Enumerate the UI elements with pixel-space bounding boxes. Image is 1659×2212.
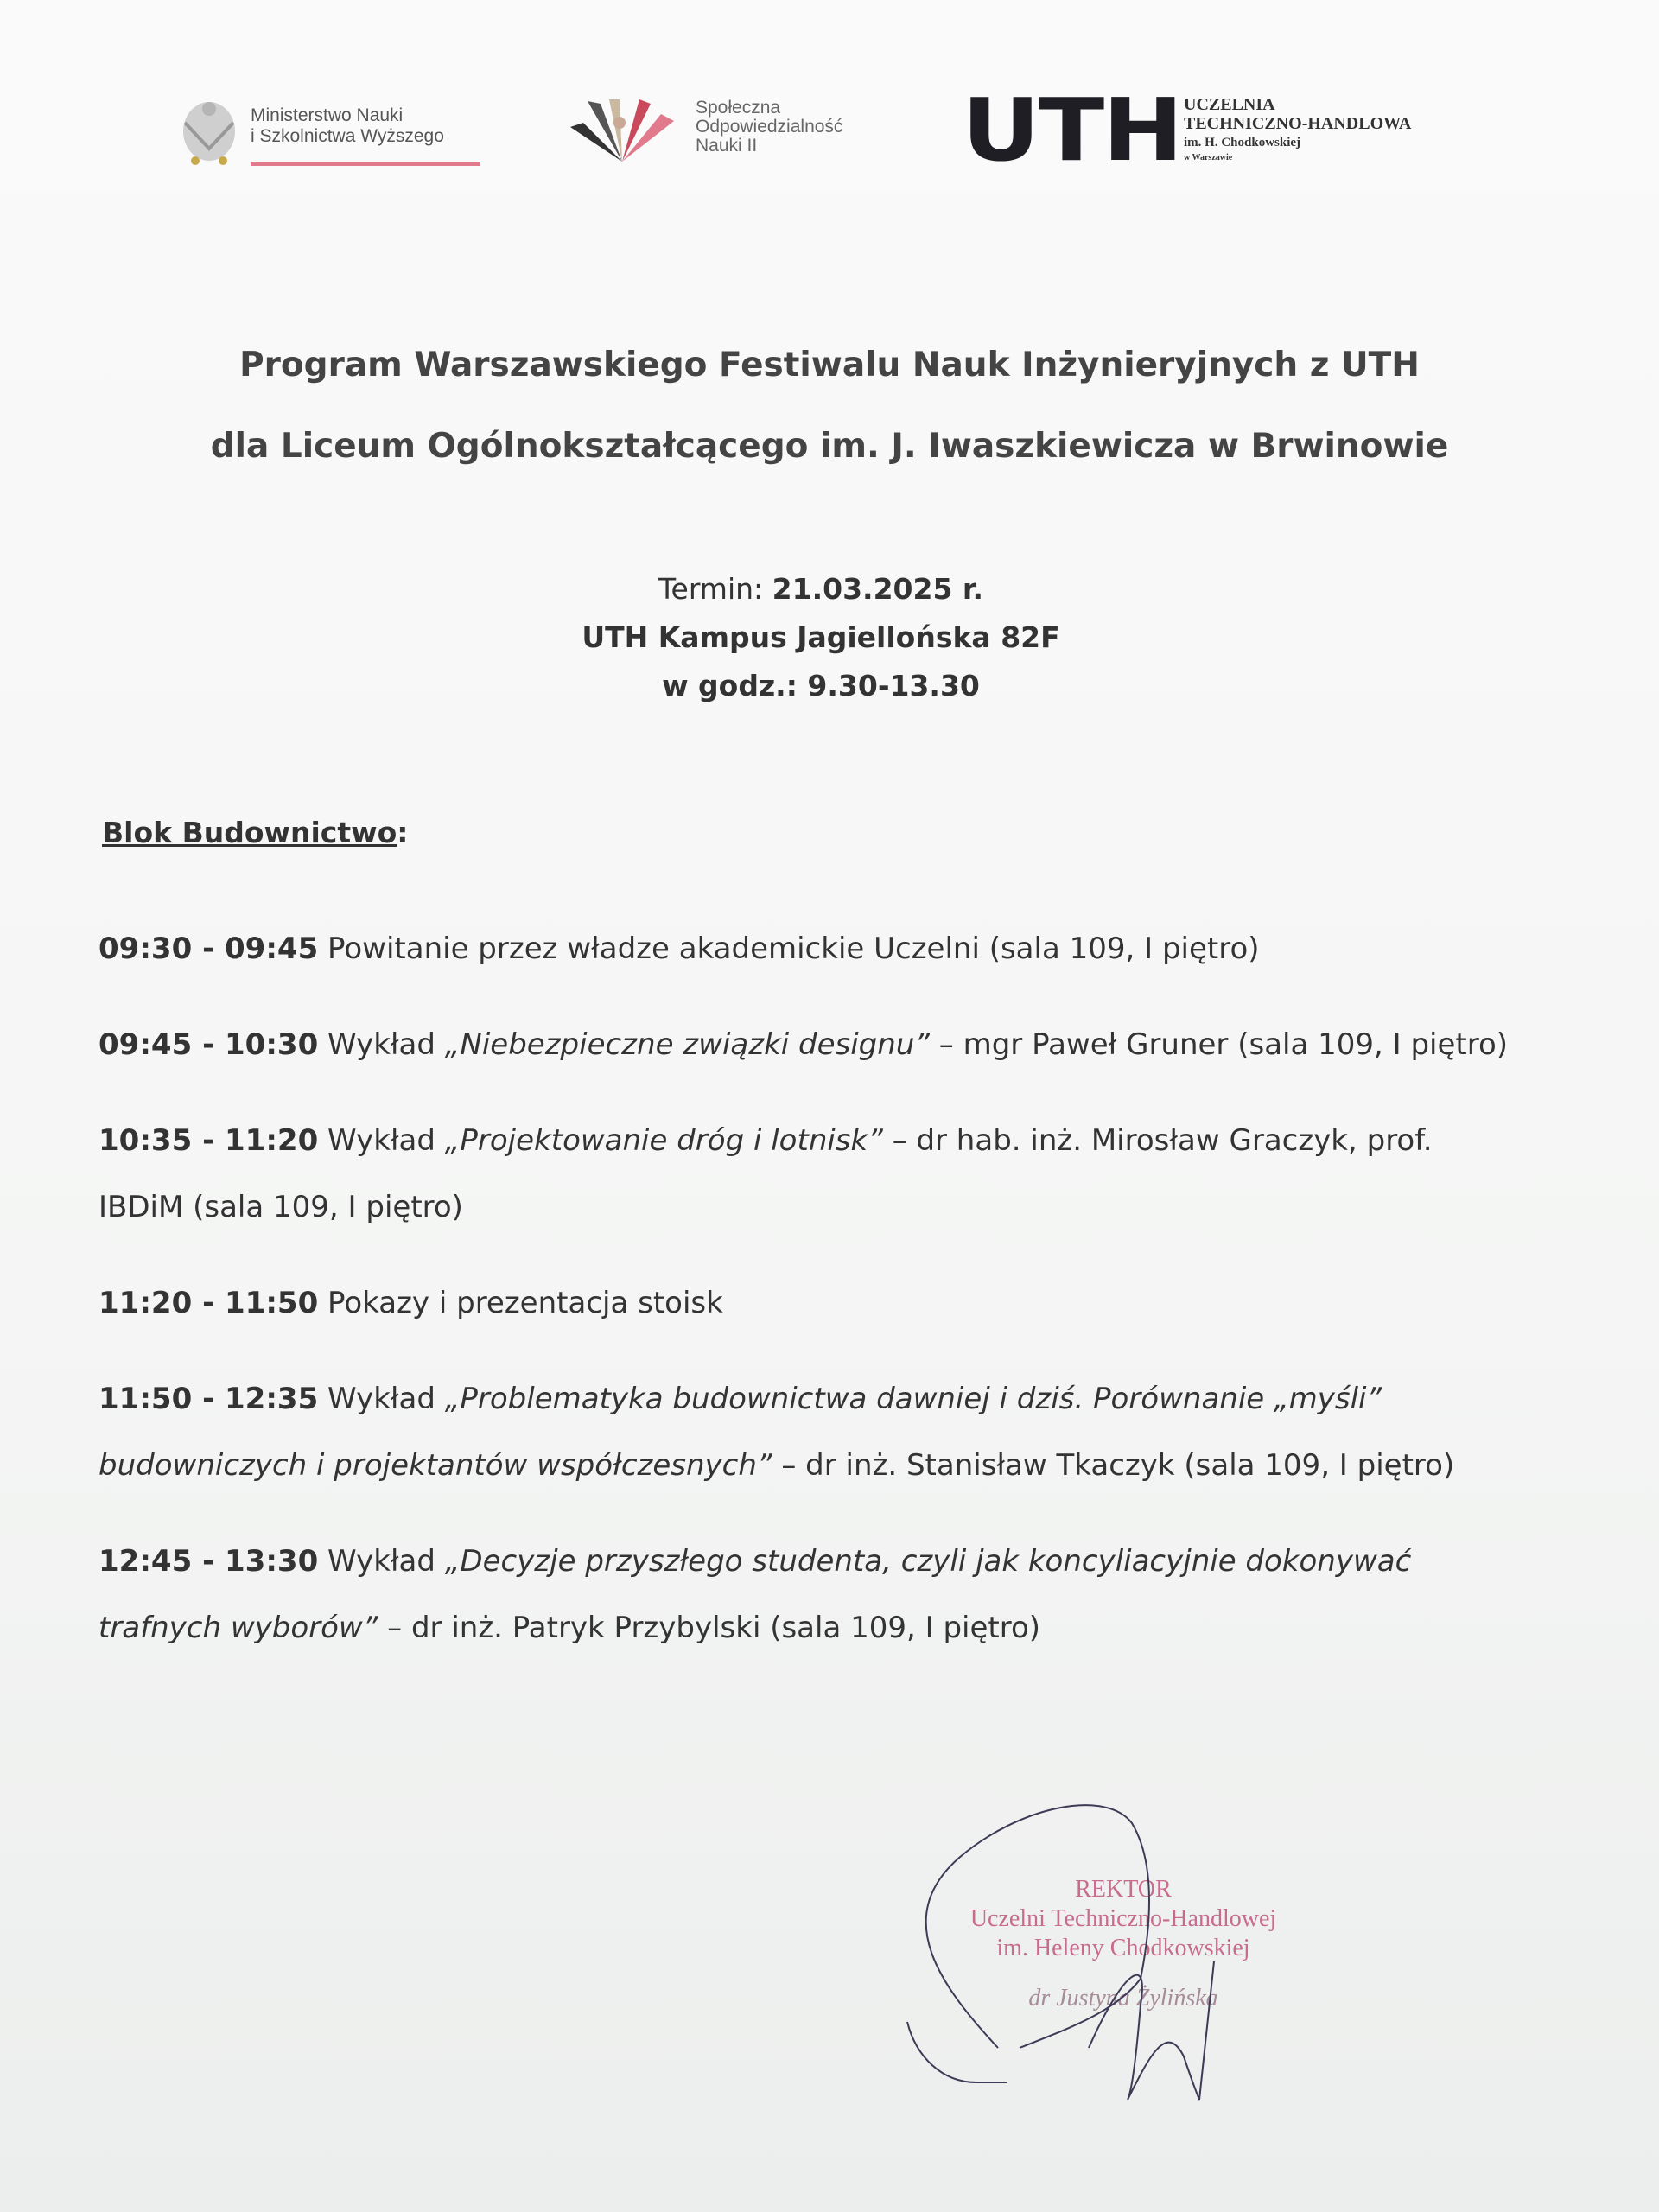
stamp-line2: Uczelni Techniczno-Handlowej <box>969 1905 1277 1932</box>
ministry-line1: Ministerstwo Nauki <box>251 105 404 125</box>
schedule-list <box>99 916 1516 1691</box>
item-prefix: Wykład <box>318 1027 445 1062</box>
uth-line3: im. H. Chodkowskiej <box>1184 136 1301 149</box>
date-value: 21.03.2025 r. <box>772 572 984 606</box>
schedule-item <box>99 1012 1516 1078</box>
item-title: „Problematyka budownictwa dawniej i dziś. Porównanie „myśli” budowniczych i projektantów współczesnych” <box>99 1382 1382 1483</box>
ministry-line2: i Szkolnictwa Wyższego <box>251 126 444 146</box>
program-line2: Odpowiedzialność <box>696 117 843 137</box>
item-suffix: – dr inż. Stanisław Tkaczyk (sala 109, I piętro) <box>772 1448 1455 1483</box>
item-text: Pokazy i prezentacja stoisk <box>318 1286 723 1320</box>
event-place: UTH Kampus Jagiellońska 82F <box>582 620 1060 654</box>
block-heading <box>102 816 409 849</box>
event-date <box>0 565 1642 613</box>
item-prefix: Wykład <box>318 1382 445 1416</box>
item-time: 12:45 - 13:30 <box>99 1544 319 1579</box>
program-line3: Nauki II <box>696 136 758 156</box>
stamp-line3: im. Heleny Chodkowskiej <box>996 1935 1250 1961</box>
page-title-line2: dla Liceum Ogólnokształcącego im. J. Iwaszkiewicza w Brwinowie <box>210 427 1449 466</box>
item-time: 11:50 - 12:35 <box>99 1382 319 1416</box>
item-suffix: – dr hab. inż. Mirosław Graczyk, prof. IBDiM (sala 109, I piętro) <box>99 1123 1433 1224</box>
stamp-line4: dr Justyna Żylińska <box>1028 1985 1218 2012</box>
schedule-item <box>99 1366 1516 1499</box>
stamp-line1: REKTOR <box>1075 1876 1172 1903</box>
event-hours: w godz.: 9.30-13.30 <box>662 669 980 702</box>
schedule-item <box>99 1108 1516 1241</box>
item-time: 09:30 - 09:45 <box>99 931 319 966</box>
block-label: Blok Budownictwo <box>102 816 397 849</box>
uth-line4: w Warszawie <box>1184 153 1233 162</box>
item-text: Powitanie przez władze akademickie Uczelni (sala 109, I piętro) <box>318 931 1260 966</box>
item-title: „Projektowanie dróg i lotnisk” <box>444 1123 883 1158</box>
schedule-item <box>99 1529 1516 1662</box>
eagle-emblem-icon <box>176 97 242 168</box>
program-line1: Społeczna <box>696 98 781 118</box>
block-colon: : <box>397 816 409 849</box>
book-fan-icon <box>566 97 678 166</box>
item-prefix: Wykład <box>318 1544 445 1579</box>
uth-line2: TECHNICZNO-HANDLOWA <box>1184 114 1412 133</box>
schedule-item <box>99 1270 1516 1337</box>
item-suffix: – dr inż. Patryk Przybylski (sala 109, I piętro) <box>378 1611 1041 1645</box>
date-label: Termin: <box>658 572 772 606</box>
item-title: „Niebezpieczne związki designu” <box>444 1027 930 1062</box>
ministry-underline <box>251 162 480 166</box>
item-suffix: – mgr Paweł Gruner (sala 109, I piętro) <box>929 1027 1509 1062</box>
item-title: „Decyzje przyszłego studenta, czyli jak koncyliacyjnie dokonywać trafnych wyborów” <box>99 1544 1412 1645</box>
item-prefix: Wykład <box>318 1123 445 1158</box>
item-time: 11:20 - 11:50 <box>99 1286 319 1320</box>
uth-line1: UCZELNIA <box>1184 95 1275 114</box>
uth-mark: UTH <box>962 79 1182 181</box>
signature-icon <box>890 1797 1322 2126</box>
schedule-item <box>99 916 1516 982</box>
page-title-line1: Program Warszawskiego Festiwalu Nauk Inżynieryjnych z UTH <box>239 346 1420 385</box>
item-time: 10:35 - 11:20 <box>99 1123 319 1158</box>
item-time: 09:45 - 10:30 <box>99 1027 319 1062</box>
